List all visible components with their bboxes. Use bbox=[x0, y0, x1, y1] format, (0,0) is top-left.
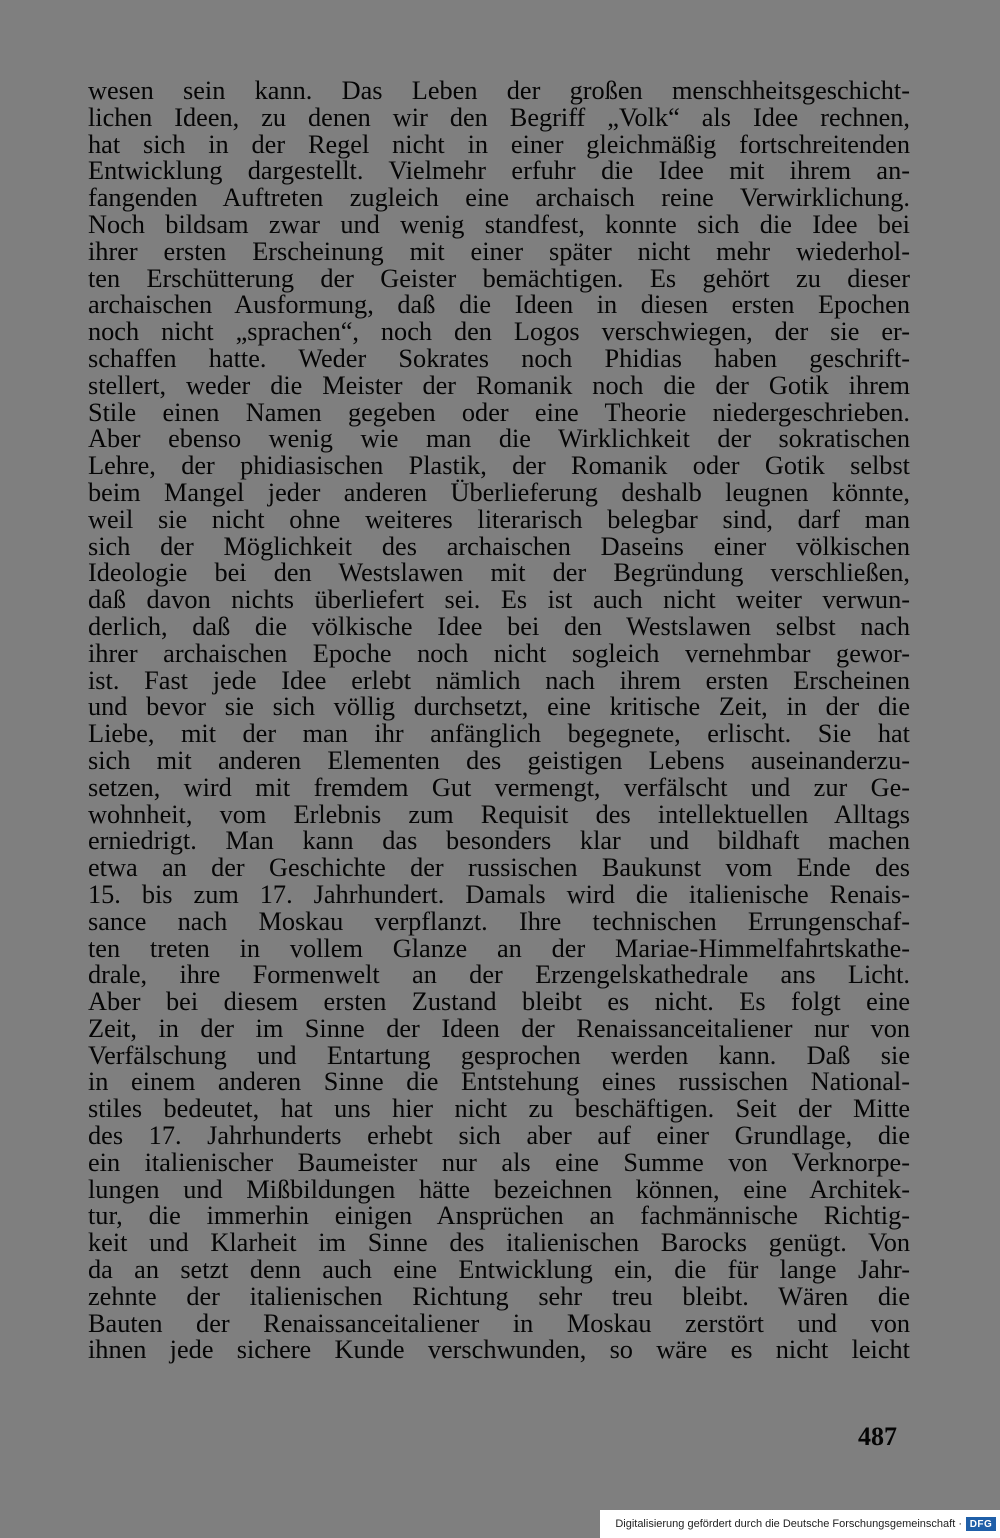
text-line: Aber bei diesem ersten Zustand bleibt es nicht. Es folgt eine bbox=[88, 987, 910, 1017]
text-line: lungen und Mißbildungen hätte bezeichnen können, eine Architek- bbox=[88, 1174, 910, 1204]
text-line: wohnheit, vom Erlebnis zum Requisit des intellektuellen Alltags bbox=[88, 799, 910, 829]
text-line: stiles bedeutet, hat uns hier nicht zu beschäftigen. Seit der Mitte bbox=[88, 1094, 910, 1124]
text-line: tur, die immerhin einigen Ansprüchen an fachmännische Richtig- bbox=[88, 1201, 910, 1231]
text-line: zehnte der italienischen Richtung sehr treu bleibt. Wären die bbox=[88, 1281, 910, 1311]
text-line: Noch bildsam zwar und wenig standfest, konnte sich die Idee bei bbox=[88, 209, 910, 239]
text-line: wesen sein kann. Das Leben der großen menschheitsgeschicht- bbox=[88, 76, 910, 105]
text-line: weil sie nicht ohne weiteres literarisch belegbar sind, darf man bbox=[88, 504, 910, 534]
text-line: Zeit, in der im Sinne der Ideen der Renaissanceitaliener nur von bbox=[88, 1013, 910, 1043]
text-line: derlich, daß die völkische Idee bei den Westslawen selbst nach bbox=[88, 611, 910, 641]
text-line: ihrer archaischen Epoche noch nicht sogleich vernehmbar gewor- bbox=[88, 638, 910, 668]
text-line: archaischen Ausformung, daß die Ideen in diesen ersten Epochen bbox=[88, 290, 910, 320]
text-line: Entwicklung dargestellt. Vielmehr erfuhr die Idee mit ihrem an- bbox=[88, 156, 910, 186]
text-line: ten Erschütterung der Geister bemächtigen. Es gehört zu dieser bbox=[88, 263, 910, 293]
text-line: Stile einen Namen gegeben oder eine Theorie niedergeschrieben. bbox=[88, 397, 910, 427]
text-line: erniedrigt. Man kann das besonders klar und bildhaft machen bbox=[88, 826, 910, 856]
text-line: Bauten der Renaissanceitaliener in Moskau zerstört und von bbox=[88, 1308, 910, 1338]
text-line: ihrer ersten Erscheinung mit einer später nicht mehr wiederhol- bbox=[88, 236, 910, 266]
text-line: des 17. Jahrhunderts erhebt sich aber auf einer Grundlage, die bbox=[88, 1121, 910, 1151]
text-line: beim Mangel jeder anderen Überlieferung deshalb leugnen könnte, bbox=[88, 477, 910, 507]
text-line: keit und Klarheit im Sinne des italienischen Barocks genügt. Von bbox=[88, 1228, 910, 1258]
body-text bbox=[88, 78, 910, 1364]
text-line: drale, ihre Formenwelt an der Erzengelskathedrale ans Licht. bbox=[88, 960, 910, 990]
text-line: 15. bis zum 17. Jahrhundert. Damals wird die italienische Renais- bbox=[88, 879, 910, 909]
footer-credit-text: Digitalisierung gefördert durch die Deutsche Forschungsgemeinschaft · bbox=[615, 1518, 962, 1530]
text-line: ist. Fast jede Idee erlebt nämlich nach ihrem ersten Erscheinen bbox=[88, 665, 910, 695]
text-line: Verfälschung und Entartung gesprochen werden kann. Daß sie bbox=[88, 1040, 910, 1070]
text-line: ein italienischer Baumeister nur als eine Summe von Verknorpe- bbox=[88, 1147, 910, 1177]
text-line: noch nicht „sprachen“, noch den Logos verschwiegen, der sie er- bbox=[88, 317, 910, 347]
text-line: da an setzt denn auch eine Entwicklung ein, die für lange Jahr- bbox=[88, 1255, 910, 1285]
text-line: Liebe, mit der man ihr anfänglich begegnete, erlischt. Sie hat bbox=[88, 719, 910, 749]
text-line: fangenden Auftreten zugleich eine archaisch reine Verwirklichung. bbox=[88, 183, 910, 213]
text-line: Lehre, der phidiasischen Plastik, der Romanik oder Gotik selbst bbox=[88, 451, 910, 481]
text-line: sich mit anderen Elementen des geistigen Lebens auseinanderzu- bbox=[88, 745, 910, 775]
text-line: sich der Möglichkeit des archaischen Daseins einer völkischen bbox=[88, 531, 910, 561]
page-number: 487 bbox=[858, 1422, 897, 1451]
dfg-logo-icon: DFG bbox=[966, 1517, 996, 1531]
text-line: lichen Ideen, zu denen wir den Begriff „Volk“ als Idee rechnen, bbox=[88, 102, 910, 132]
text-line: stellert, weder die Meister der Romanik noch die der Gotik ihrem bbox=[88, 370, 910, 400]
text-line: ten treten in vollem Glanze an der Mariae-Himmelfahrtskathe- bbox=[88, 933, 910, 963]
text-line: hat sich in der Regel nicht in einer gleichmäßig fortschreitenden bbox=[88, 129, 910, 159]
text-line: Ideologie bei den Westslawen mit der Begründung verschließen, bbox=[88, 558, 910, 588]
text-line: schaffen hatte. Weder Sokrates noch Phidias haben geschrift- bbox=[88, 343, 910, 373]
text-line: sance nach Moskau verpflanzt. Ihre technischen Errungenschaf- bbox=[88, 906, 910, 936]
text-line: in einem anderen Sinne die Entstehung eines russischen National- bbox=[88, 1067, 910, 1097]
text-line: setzen, wird mit fremdem Gut vermengt, verfälscht und zur Ge- bbox=[88, 772, 910, 802]
text-line: und bevor sie sich völlig durchsetzt, eine kritische Zeit, in der die bbox=[88, 692, 910, 722]
text-line: Aber ebenso wenig wie man die Wirklichkeit der sokratischen bbox=[88, 424, 910, 454]
text-line: ihnen jede sichere Kunde verschwunden, so wäre es nicht leicht bbox=[88, 1335, 910, 1365]
text-line: daß davon nichts überliefert sei. Es ist auch nicht weiter verwun- bbox=[88, 585, 910, 615]
text-line: etwa an der Geschichte der russischen Baukunst vom Ende des bbox=[88, 853, 910, 883]
footer-banner bbox=[600, 1510, 1000, 1538]
